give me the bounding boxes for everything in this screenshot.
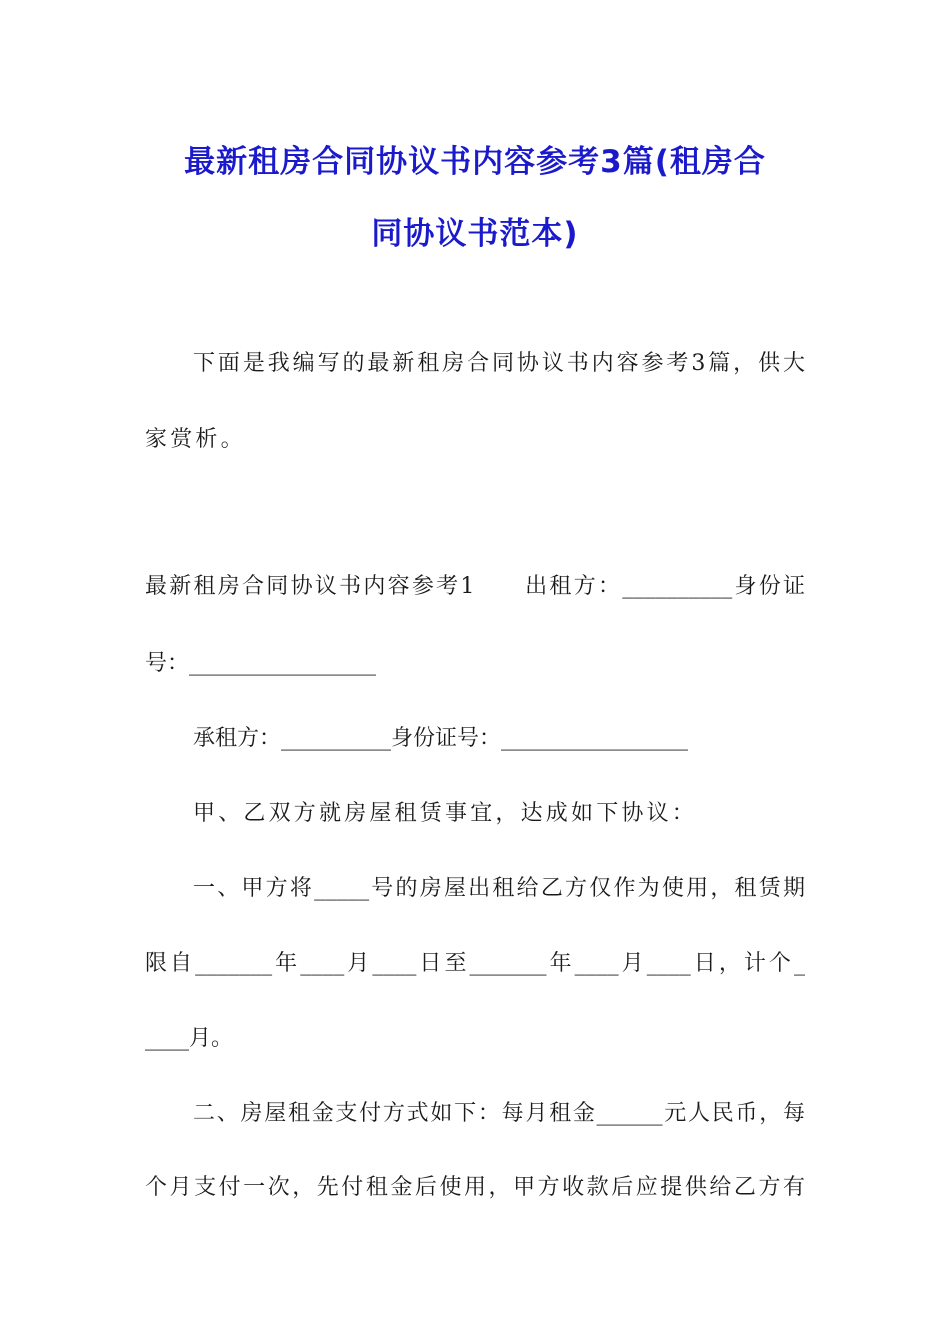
lessee-line: 承租方：__________身份证号：_________________ — [193, 726, 689, 751]
clause-2-line-1: 二、房屋租金支付方式如下：每月租金______元人民币，每 — [193, 1101, 805, 1126]
document-title-line-2: 同协议书范本) — [371, 216, 579, 252]
lessor-id-line: 号：_________________ — [145, 651, 377, 676]
clause-1-line-3: ____月。 — [145, 1026, 234, 1051]
clause-1-line-1: 一、甲方将_____号的房屋出租给乙方仅作为使用，租赁期 — [193, 876, 805, 901]
section-1-heading-line: 最新租房合同协议书内容参考1 出租方：__________身份证 — [145, 574, 805, 599]
clause-1-line-2: 限自_______年____月____日至_______年____月____日，计个_ — [145, 951, 805, 976]
clause-2-line-2: 个月支付一次，先付租金后使用，甲方收款后应提供给乙方有 — [145, 1175, 805, 1200]
agreement-intro-line: 甲、乙双方就房屋租赁事宜，达成如下协议： — [193, 801, 698, 826]
intro-line-1: 下面是我编写的最新租房合同协议书内容参考3篇，供大 — [193, 351, 805, 376]
document-title-line-1: 最新租房合同协议书内容参考3篇(租房合 — [184, 144, 766, 180]
intro-line-2: 家赏析。 — [145, 427, 246, 452]
